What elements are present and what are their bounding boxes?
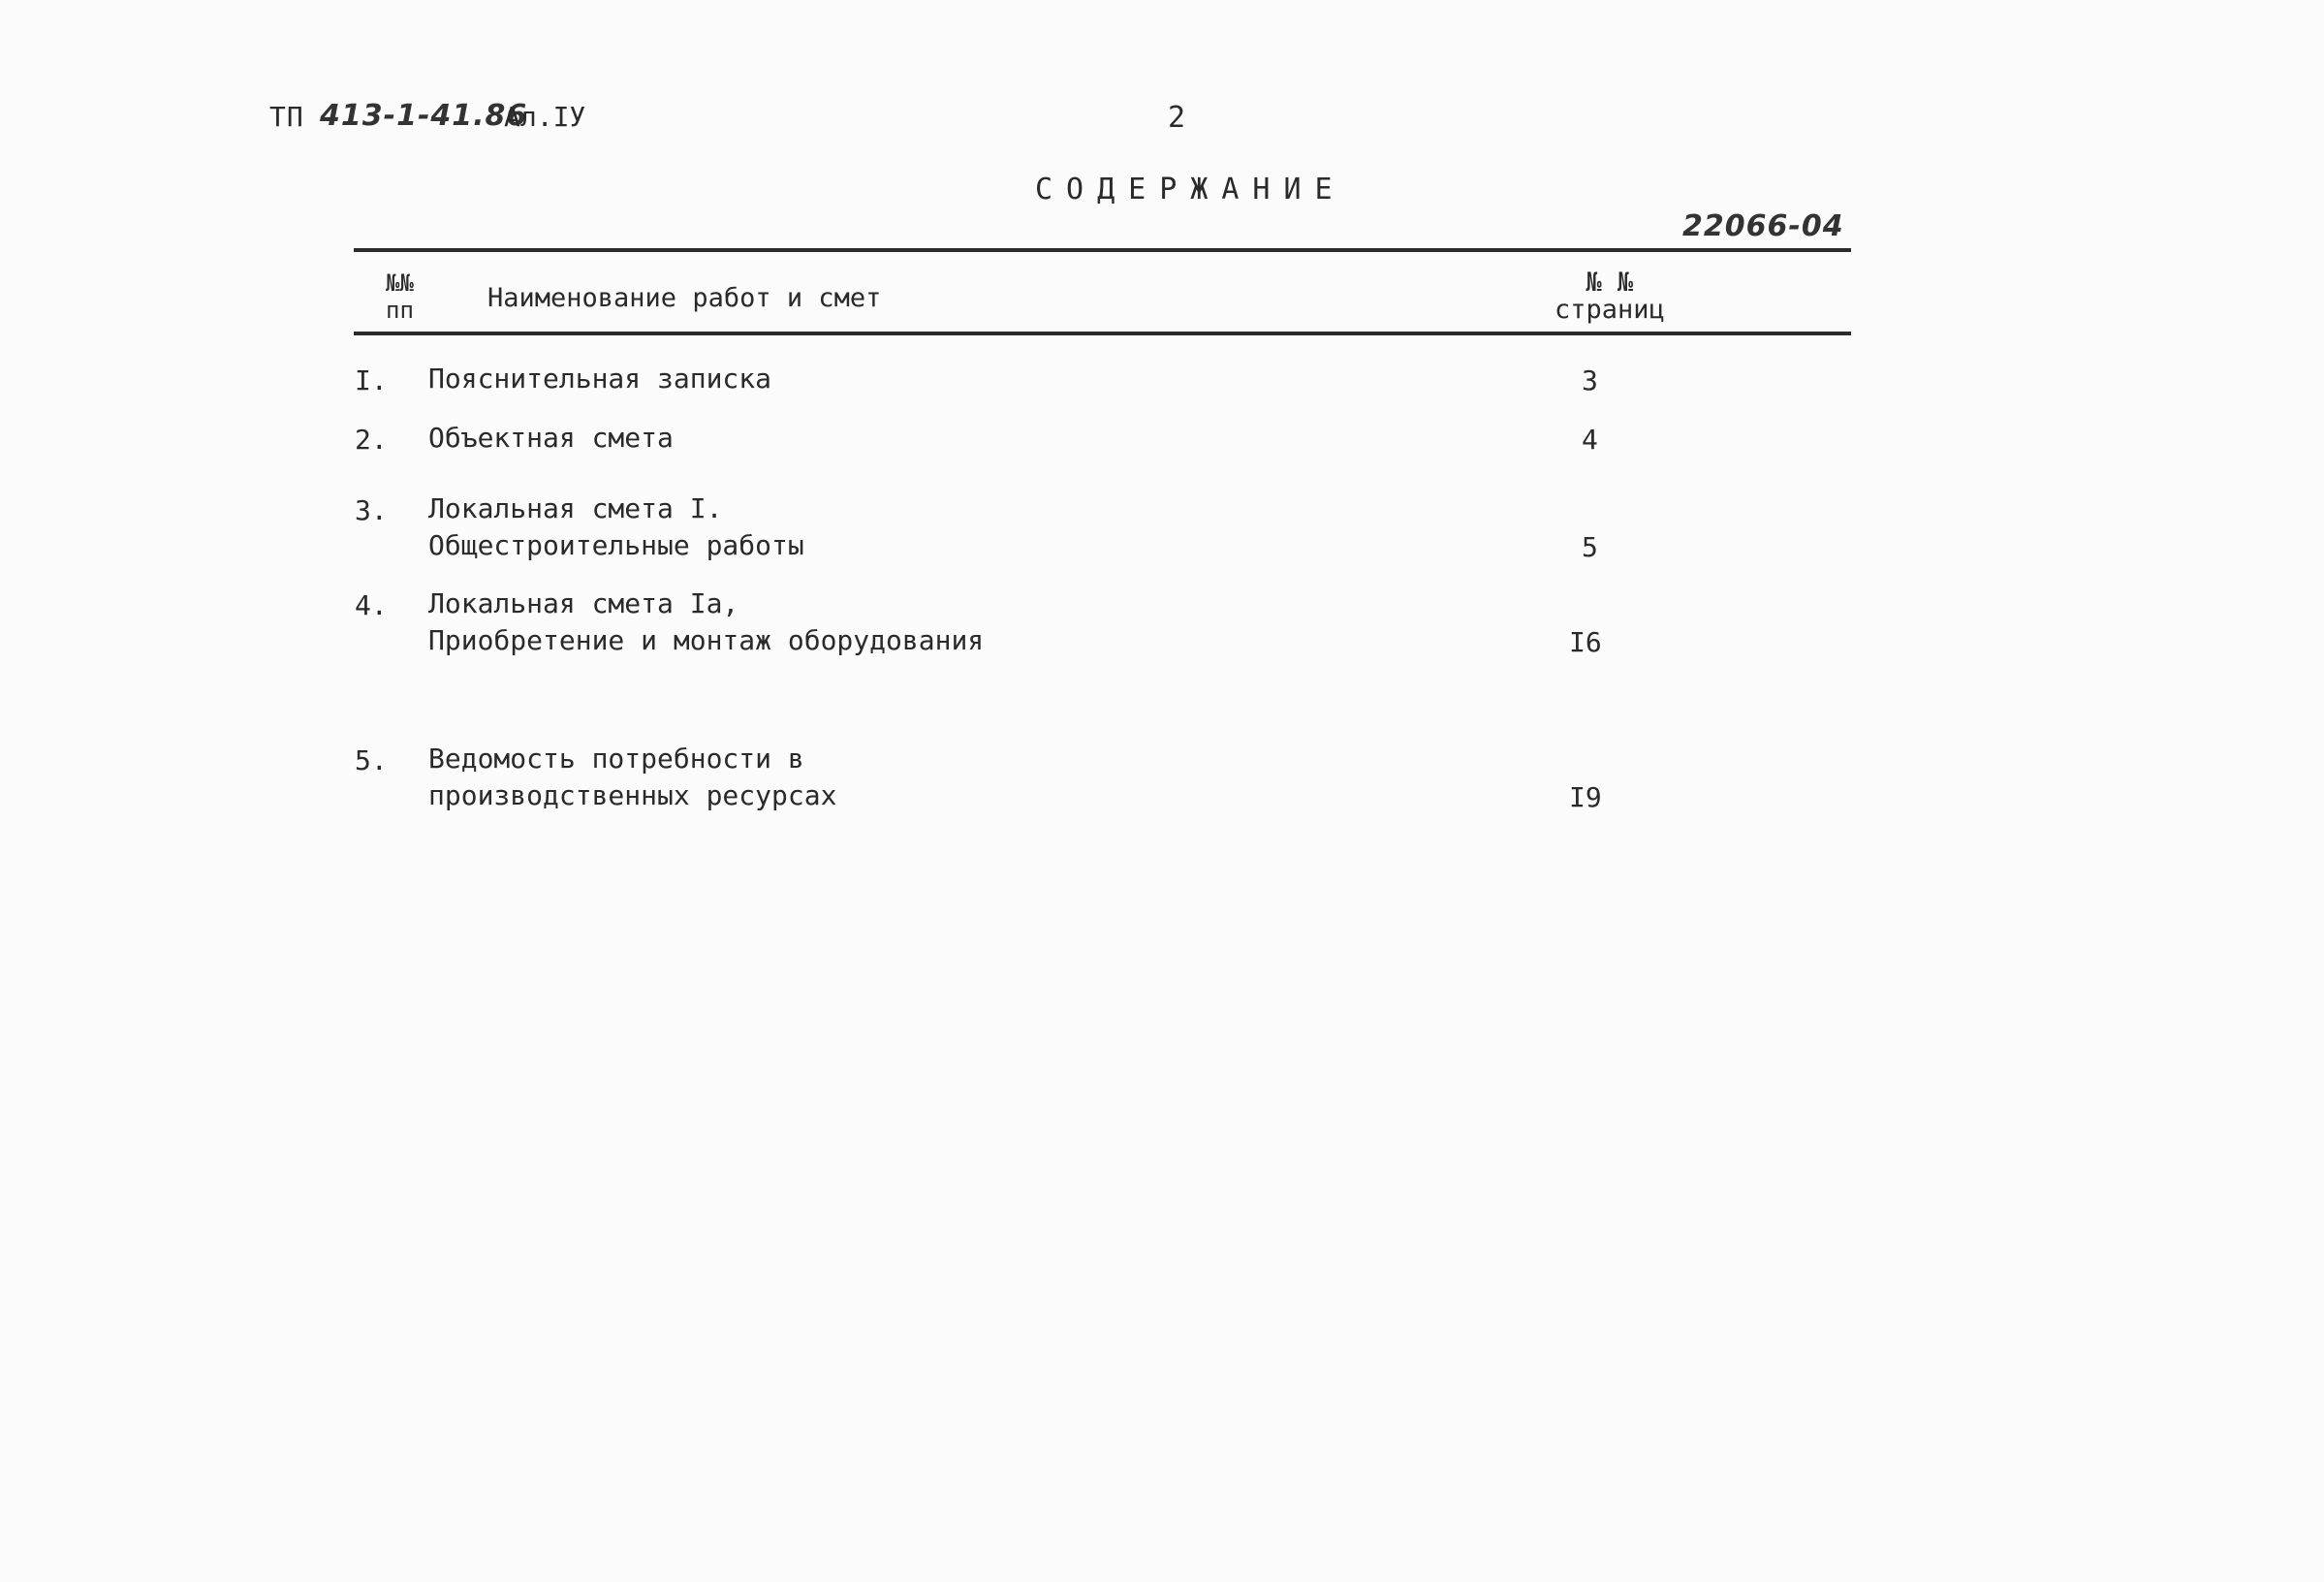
document-code: 22066-04 <box>1682 209 1844 243</box>
column-header-pages-line1: № № <box>1586 268 1634 298</box>
row-3-title <box>428 490 804 564</box>
project-number: 413-1-41.86 <box>320 99 528 133</box>
row-3-number: 3. <box>355 494 388 526</box>
row-2-title: Объектная смета <box>428 422 674 454</box>
page-number: 2 <box>1168 101 1186 135</box>
table-header-rule <box>354 332 1851 335</box>
column-header-number-line1: №№ <box>386 269 414 297</box>
row-3-title-line2: Общестроительные работы <box>428 529 804 561</box>
row-5-title-line2: производственных ресурсах <box>428 779 837 811</box>
row-4-title-line2: Приобретение и монтаж оборудования <box>428 624 985 656</box>
table-top-rule <box>354 248 1851 252</box>
row-2-number: 2. <box>355 424 388 456</box>
column-header-number <box>386 269 414 324</box>
row-3-page: 5 <box>1582 531 1598 563</box>
row-4-title <box>428 585 984 659</box>
row-4-number: 4. <box>355 589 388 621</box>
row-3-title-line1: Локальная смета I. <box>428 492 723 524</box>
series-label: ТП <box>269 101 304 133</box>
row-1-title: Пояснительная записка <box>428 363 772 395</box>
column-header-name: Наименование работ и смет <box>487 283 882 313</box>
row-5-number: 5. <box>355 744 388 776</box>
page-title: СОДЕРЖАНИЕ <box>1035 173 1346 206</box>
column-header-number-line2: пп <box>386 297 414 324</box>
row-5-title <box>428 741 836 814</box>
row-5-page: I9 <box>1569 781 1602 813</box>
column-header-pages-line2: страниц <box>1555 295 1665 325</box>
column-header-pages <box>1555 269 1665 324</box>
row-1-page: 3 <box>1582 364 1598 396</box>
row-1-number: I. <box>355 364 388 396</box>
album-label: Ал.ІУ <box>504 101 586 133</box>
row-4-title-line1: Локальная смета Iа, <box>428 587 739 619</box>
row-5-title-line1: Ведомость потребности в <box>428 743 804 775</box>
row-2-page: 4 <box>1582 424 1598 456</box>
row-4-page: I6 <box>1569 626 1602 658</box>
